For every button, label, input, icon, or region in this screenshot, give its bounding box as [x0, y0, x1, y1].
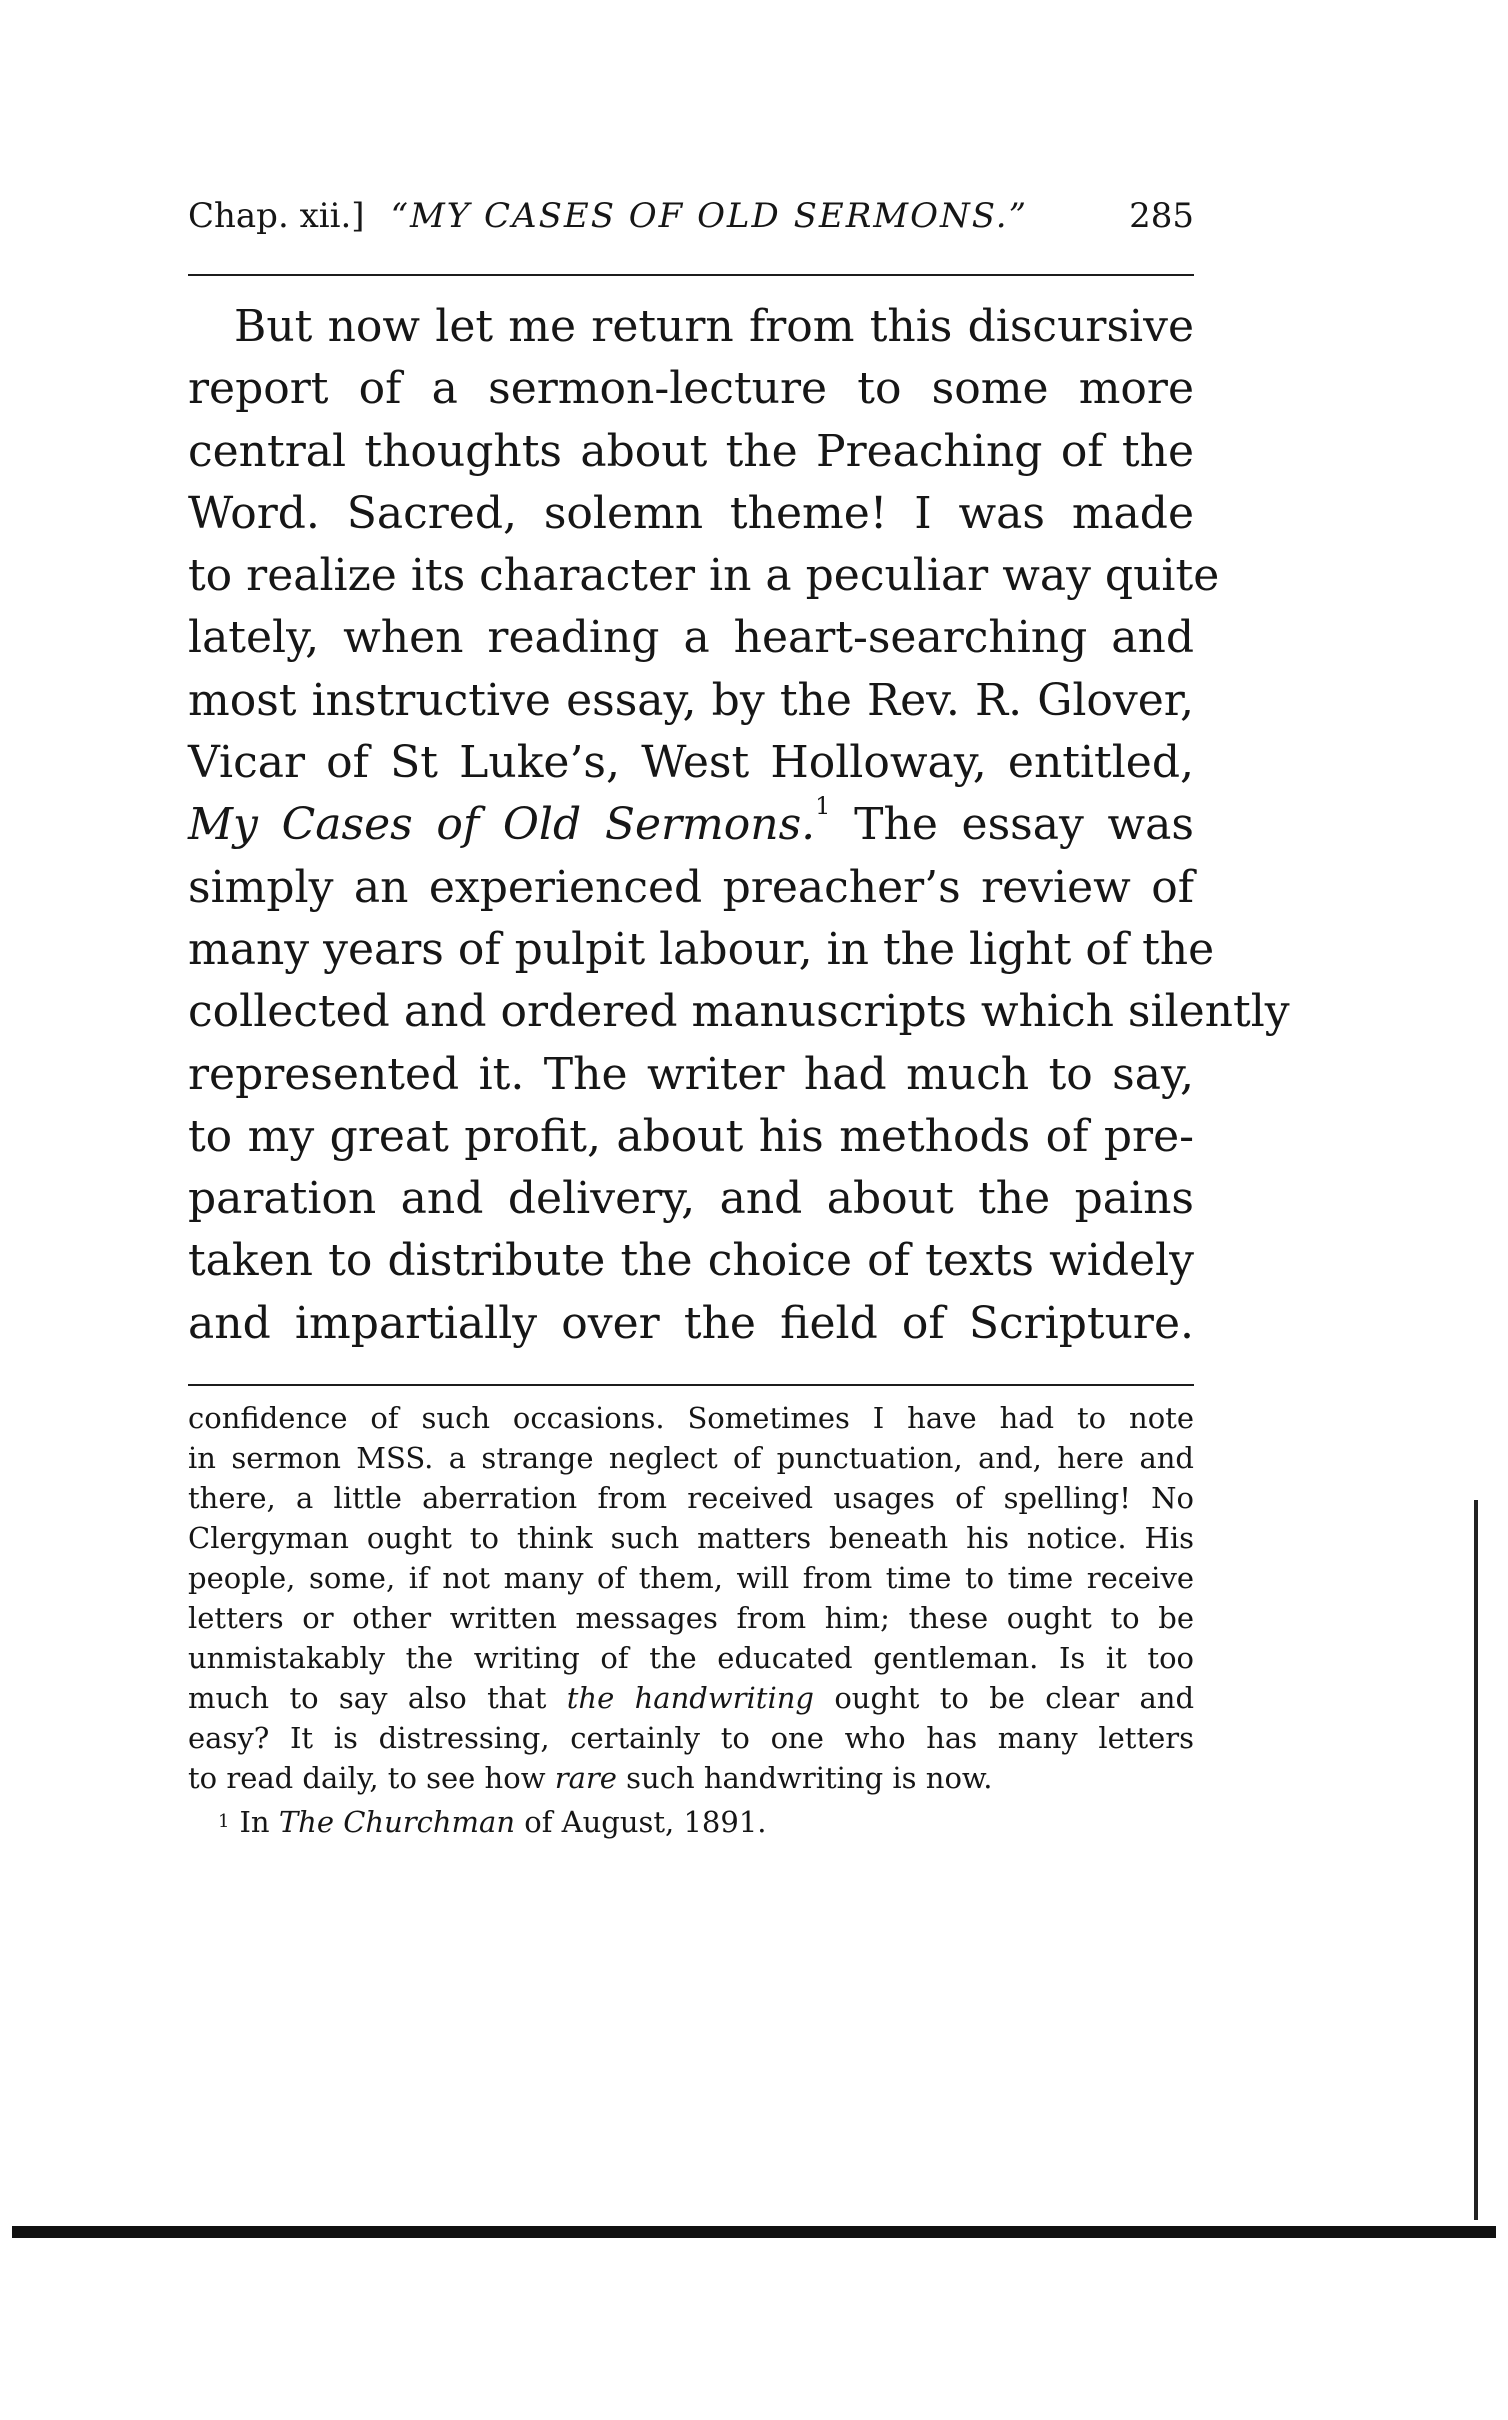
footnote-line: confidence of such occasions. Sometimes I have had to note — [188, 1401, 1194, 1435]
body-line: collected and ordered manuscripts which silently — [188, 986, 1290, 1038]
body-line: many years of pulpit labour, in the light of the — [188, 923, 1215, 975]
footnote-line — [188, 1758, 1194, 1798]
footnote-emphasis: rare — [554, 1761, 617, 1795]
body-line: represented it. The writer had much to say, — [188, 1048, 1194, 1100]
body-line: to realize its character in a peculiar way quite — [188, 550, 1220, 602]
footnote-line: letters or other written messages from him; these ought to be — [188, 1601, 1194, 1635]
body-line: central thoughts about the Preaching of the — [188, 425, 1194, 477]
footnote-emphasis: the handwriting — [566, 1681, 814, 1715]
footnote-ref: 1 — [815, 792, 831, 821]
footnote-text: much to say also that — [188, 1681, 547, 1715]
running-head — [188, 196, 1194, 252]
body-line: taken to distribute the choice of texts widely — [188, 1235, 1194, 1287]
footnote-1-prefix: In — [239, 1805, 270, 1839]
footnote-line: people, some, if not many of them, will from time to time receive — [188, 1561, 1194, 1595]
body-line: report of a sermon-lecture to some more — [188, 363, 1194, 415]
footnote-1-marker: 1 — [218, 1811, 230, 1832]
footnote-1-periodical: The Churchman — [278, 1805, 516, 1839]
footnote-text: to read daily, to see how — [188, 1761, 546, 1795]
footnote-text: such handwriting is now. — [626, 1761, 993, 1795]
body-line: most instructive essay, by the Rev. R. Glover, — [188, 674, 1194, 726]
footnote-1 — [188, 1802, 1194, 1842]
body-line: to my great profit, about his methods of pre- — [188, 1110, 1194, 1162]
footnote-line: Clergyman ought to think such matters beneath his notice. His — [188, 1521, 1194, 1555]
footnote-line: unmistakably the writing of the educated gentleman. Is it too — [188, 1641, 1194, 1675]
footnote-rule — [188, 1384, 1194, 1386]
running-head-title: “MY CASES OF OLD SERMONS.” — [390, 196, 1028, 236]
page-edge-shadow — [1474, 1500, 1478, 2220]
footnote-line: there, a little aberration from received usages of spelling! No — [188, 1481, 1194, 1515]
running-head-chapter: Chap. xii.] — [188, 196, 365, 236]
body-line: paration and delivery, and about the pains — [188, 1173, 1194, 1225]
footnote-line: in sermon MSS. a strange neglect of punctuation, and, here and — [188, 1441, 1194, 1475]
body-line: and impartially over the field of Scripture. — [188, 1297, 1194, 1349]
essay-title: My Cases of Old Sermons. — [188, 799, 816, 851]
body-line-with-footnote-ref — [188, 794, 1194, 856]
body-line: simply an experienced preacher’s review of — [188, 861, 1194, 913]
footnote-text: ought to be clear and — [834, 1681, 1195, 1715]
body-paragraph — [188, 296, 1290, 1355]
footnote-1-suffix: of August, 1891. — [524, 1805, 767, 1839]
body-line: lately, when reading a heart-searching and — [188, 612, 1194, 664]
footnote-line — [188, 1678, 1194, 1718]
body-line: But now let me return from this discursive — [234, 301, 1194, 352]
footnote-line: easy? It is distressing, certainly to one who has many letters — [188, 1721, 1194, 1755]
body-line: Word. Sacred, solemn theme! I was made — [188, 487, 1194, 539]
page-number: 285 — [1129, 196, 1194, 236]
footnotes — [188, 1398, 1194, 1842]
scan-edge-bar — [12, 2226, 1496, 2238]
header-rule — [188, 274, 1194, 276]
body-line-rest: The essay was — [854, 799, 1194, 851]
body-line: Vicar of St Luke’s, West Holloway, entitled, — [188, 737, 1194, 789]
